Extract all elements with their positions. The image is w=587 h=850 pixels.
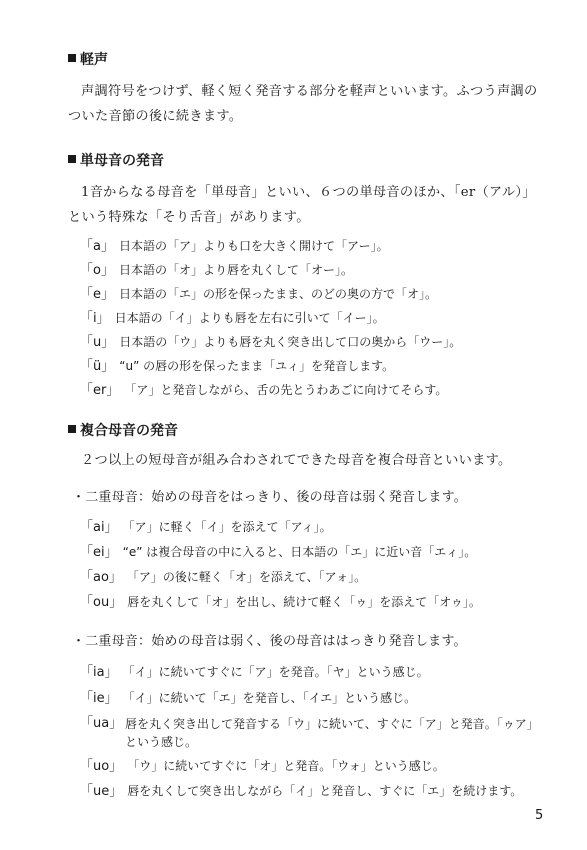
vowel-label: 「u」 (80, 335, 115, 350)
list-item (80, 757, 445, 776)
compound-vowels-paragraph: ２つ以上の短母音が組み合わされてできた母音を複合母音といいます。 (81, 453, 512, 468)
single-vowels-paragraph: 1音からなる母音を「単母音」といい、６つの単母音のほか、「er（アル）」という特殊な「そり舌音」があります。 (68, 185, 536, 225)
vowel-label: 「a」 (80, 239, 114, 254)
list-item (80, 285, 437, 304)
list-item (80, 261, 353, 280)
vowel-description: 日本語の「オ」より唇を丸くして「オー」。 (118, 263, 353, 277)
vowel-description: 「ア」に軽く「イ」を添えて「アィ」。 (122, 520, 332, 534)
list-item (80, 543, 476, 562)
vowel-description: 「ウ」に続いてすぐに「オ」と発音。「ウォ」という感じ。 (127, 759, 445, 773)
vowel-description: 唇を丸く突き出して発音する「ウ」に続いて、すぐに「ア」と発音。「ゥア」という感じ。 (125, 717, 539, 749)
square-bullet-icon (68, 54, 76, 62)
vowel-label: 「o」 (80, 263, 114, 278)
page-number: 5 (535, 808, 544, 823)
vowel-description: 日本語の「イ」よりも唇を左右に引いて「イー」。 (114, 311, 385, 325)
vowel-description: “e” は複合母音の中に入ると、日本語の「エ」に近い音「エィ」。 (122, 545, 477, 559)
section-heading-single-vowels: 単母音の発音 (68, 151, 164, 171)
list-item (80, 663, 429, 682)
vowel-description: 「ア」と発音しながら、舌の先とうわあごに向けてそらす。 (124, 383, 448, 397)
vowel-label: 「e」 (80, 287, 114, 302)
list-item (80, 715, 550, 751)
qingsheng-paragraph: 声調符号をつけず、軽く短く発音する部分を軽声といいます。ふつう声調のついた音節の後に続きます。 (68, 84, 538, 124)
vowel-label: 「uo」 (80, 759, 123, 774)
list-item (80, 237, 389, 256)
vowel-label: 「i」 (80, 311, 110, 326)
list-item (80, 309, 385, 328)
vowel-description: 唇を丸くして「オ」を出し、続けて軽く「ゥ」を添えて「オゥ」。 (127, 595, 481, 609)
vowel-label: 「ao」 (80, 570, 122, 585)
list-item (80, 357, 394, 376)
list-item (80, 593, 481, 612)
vowel-label: 「ai」 (80, 520, 118, 535)
square-bullet-icon (68, 425, 76, 433)
vowel-label: 「ei」 (80, 545, 118, 560)
vowel-label: 「ua」 (80, 716, 123, 731)
vowel-label: 「ue」 (80, 784, 123, 799)
vowel-description: 日本語の「ウ」よりも唇を丸く突き出して口の奥から「ウー」。 (119, 335, 462, 349)
list-item (80, 381, 447, 400)
vowel-description: 日本語の「ア」よりも口を大きく開けて「アー」。 (118, 239, 389, 253)
section-heading-qingsheng: 軽声 (68, 50, 108, 70)
list-item (80, 689, 416, 708)
vowel-label: 「ie」 (80, 691, 118, 706)
vowel-description: 「ア」の後に軽く「オ」を添えて、「アォ」。 (126, 570, 367, 584)
compound-group2-heading: ・二重母音：始めの母音は弱く、後の母音ははっきり発音します。 (72, 634, 467, 649)
vowel-label: 「ü」 (80, 359, 115, 374)
vowel-description: 唇を丸くして突き出しながら「イ」と発音し、すぐに「エ」を続けます。 (127, 784, 523, 798)
section-heading-compound-vowels: 複合母音の発音 (68, 421, 178, 441)
compound-group1-heading: ・二重母音：始めの母音をはっきり、後の母音は弱く発音します。 (72, 490, 467, 505)
list-item (80, 568, 366, 587)
vowel-description: 「イ」に続いてすぐに「ア」を発音。「ヤ」という感じ。 (122, 665, 429, 679)
list-item (80, 518, 332, 537)
vowel-description: 「イ」に続いて「エ」を発音し、「イエ」という感じ。 (122, 691, 417, 705)
vowel-label: 「ia」 (80, 665, 118, 680)
square-bullet-icon (68, 155, 76, 163)
vowel-label: 「er」 (80, 383, 120, 398)
vowel-description: 日本語の「エ」の形を保ったまま、のどの奥の方で「オ」。 (119, 287, 438, 301)
list-item (80, 333, 461, 352)
vowel-description: “u” の唇の形を保ったまま「ユィ」を発音します。 (119, 359, 395, 373)
vowel-label: 「ou」 (80, 595, 123, 610)
list-item (80, 782, 522, 801)
